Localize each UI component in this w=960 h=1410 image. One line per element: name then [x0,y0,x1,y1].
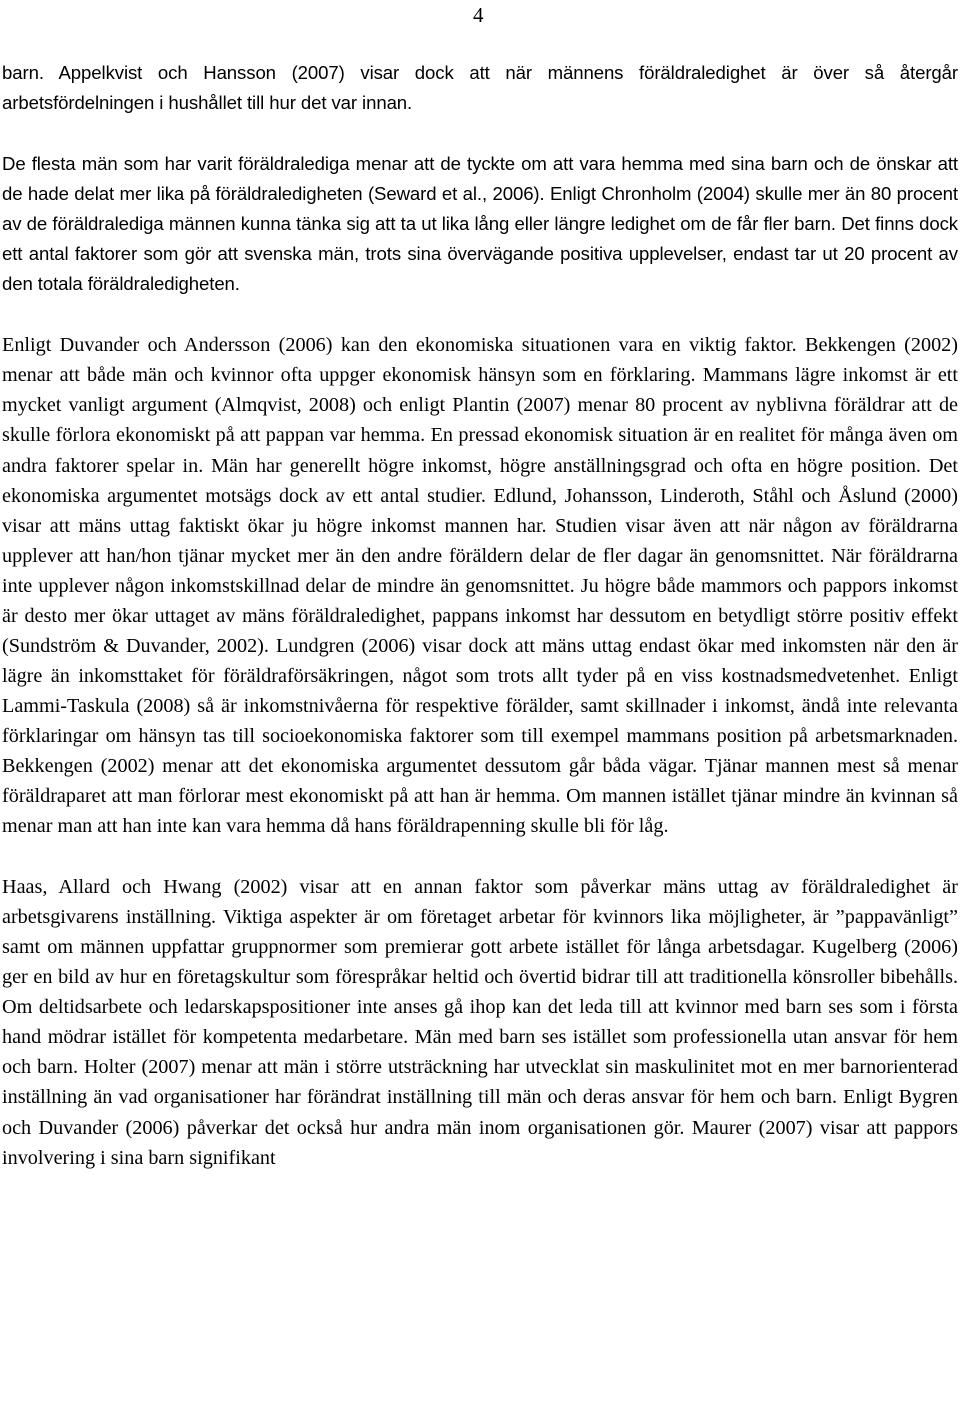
paragraph-2 [2,149,958,299]
document-body [2,58,958,1204]
paragraph-2-text: De flesta män som har varit föräldralediga menar att de tyckte om att vara hemma med sina barn och de önskar att de hade delat mer lika på föräldraledigheten (Seward et al., 2006). Enligt Chronholm (2004) skulle mer än 80 procent av de föräldralediga männen kunna tänka sig att ta ut lika lång eller längre ledighet om de får fler barn. Det finns dock ett antal faktorer som gör att svenska män, trots sina övervägande positiva upplevelser, endast tar ut 20 procent av den totala föräldraledigheten. [2,153,958,295]
paragraph-4-text: Haas, Allard och Hwang (2002) visar att en annan faktor som påverkar mäns uttag av föräldraledighet är arbetsgivarens inställning. Viktiga aspekter är om företaget arbetar för kvinnors lika möjligheter, är ”pappavänligt” samt om männen uppfattar gruppnormer som premierar gott arbete istället för långa arbetsdagar. Kugelberg (2006) ger en bild av hur en företagskultur som förespråkar heltid och övertid bidrar till att traditionella könsroller bibehålls. Om deltidsarbete och ledarskapspositioner inte anses gå ihop kan det leda till att kvinnor med barn ses som i första hand mödrar istället för kompetenta medarbetare. Män med barn ses istället som professionella utan ansvar för hem och barn. Holter (2007) menar att män i större utsträckning har utvecklat sin maskulinitet mot en mer barnorienterad inställning än vad organisationer har förändrat inställning till män och deras ansvar för hem och barn. Enligt Bygren och Duvander (2006) påverkar det också hur andra män inom organisationen gör. Maurer (2007) visar att pappors involvering i sina barn signifikant [2,876,958,1169]
page-number: 4 [473,3,484,27]
paragraph-3 [2,330,958,841]
paragraph-4 [2,872,958,1172]
paragraph-1 [2,58,958,118]
paragraph-1-text: barn. Appelkvist och Hansson (2007) visar dock att när männens föräldraledighet är över så återgår arbetsfördelningen i hushållet till hur det var innan. [2,62,958,114]
paragraph-3-text: Enligt Duvander och Andersson (2006) kan den ekonomiska situationen vara en viktig faktor. Bekkengen (2002) menar att både män och kvinnor ofta uppger ekonomisk hänsyn som en förklaring. Mammans lägre inkomst är ett mycket vanligt argument (Almqvist, 2008) och enligt Plantin (2007) menar 80 procent av nyblivna föräldrar att de skulle förlora ekonomiskt på att pappan var hemma. En pressad ekonomisk situation är en realitet för många även om andra faktorer spelar in. Män har generellt högre inkomst, högre anställningsgrad och ofta en högre position. Det ekonomiska argumentet motsägs dock av ett antal studier. Edlund, Johansson, Linderoth, Ståhl och Åslund (2000) visar att mäns uttag faktiskt ökar ju högre inkomst mannen har. Studien visar även att när någon av föräldrarna upplever att han/hon tjänar mycket mer än den andre föräldern delar de fler dagar än genomsnittet. När föräldrarna inte upplever någon inkomstskillnad delar de mindre än genomsnittet. Ju högre både mammors och pappors inkomst är desto mer ökar uttaget av mäns föräldraledighet, pappans inkomst har dessutom en betydligt större positiv effekt (Sundström & Duvander, 2002). Lundgren (2006) visar dock att mäns uttag endast ökar med inkomsten när den är lägre än inkomsttaket för föräldraförsäkringen, något som trots allt tyder på en viss kostnadsmedvetenhet. Enligt Lammi-Taskula (2008) så är inkomstnivåerna för respektive förälder, samt skillnader i inkomst, ändå inte relevanta förklaringar om hänsyn tas till socioekonomiska faktorer som till exempel mammans position på arbetsmarknaden. Bekkengen (2002) menar att det ekonomiska argumentet dessutom går båda vägar. Tjänar mannen mest så menar föräldraparet att man förlorar mest ekonomiskt på att han är hemma. Om mannen istället tjänar mindre än kvinnan så menar man att han inte kan vara hemma då hans föräldrapenning skulle bli för låg. [2,334,958,838]
